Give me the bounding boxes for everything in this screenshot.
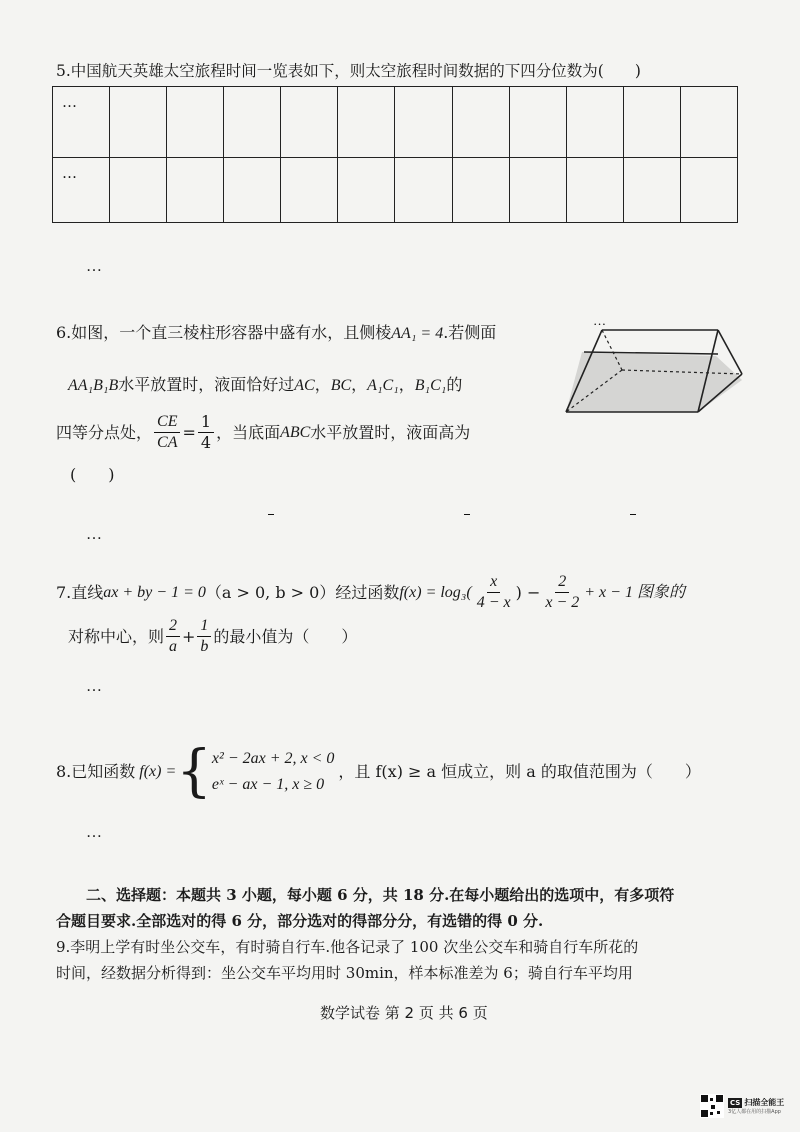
frac-numerator: 1 [198, 412, 214, 433]
table-cell [680, 158, 737, 223]
q6-line1: 6.如图，一个直三棱柱形容器中盛有水，且侧棱AA₁ = 4.若侧面 [56, 323, 497, 342]
frac-denominator: CA [157, 434, 178, 451]
q6-option-b [258, 514, 276, 515]
table-cell [509, 158, 566, 223]
piece-case-1: x² − 2ax + 2, x < 0 [211, 750, 335, 767]
q6-option-a: … [86, 526, 102, 543]
section2-line1: 二、选择题：本题共 3 小题，每小题 6 分，共 18 分.在每小题给出的选项中，有多项符 [86, 886, 675, 904]
table-cell [110, 158, 167, 223]
q6-paren: ( ) [70, 465, 115, 484]
table-header-cell [509, 87, 566, 158]
page-footer: 数学试卷 第 2 页 共 6 页 [320, 1004, 488, 1022]
table-cell [566, 158, 623, 223]
q5-stem: 5.中国航天英雄太空旅程时间一览表如下，则太空旅程时间数据的下四分位数为( ) [56, 62, 641, 80]
scanner-badge [700, 1086, 796, 1126]
table-cell [623, 158, 680, 223]
q7-option-a: … [86, 678, 102, 695]
table-header-cell [167, 87, 224, 158]
piecewise-brace: { [176, 739, 212, 804]
table-header-cell [110, 87, 167, 158]
cs-logo: CS [730, 1098, 741, 1107]
q8-option-a: … [86, 824, 102, 841]
table-header-cell [680, 87, 737, 158]
q5-table [52, 86, 738, 223]
qr-code-icon [700, 1094, 724, 1118]
badge-sub: 3亿人都在用的扫描App [728, 1109, 781, 1115]
q9-line2: 时间，经数据分析得到：坐公交车平均用时 30min，样本标准差为 6；骑自行车平均用 [56, 964, 633, 982]
table-header-cell [452, 87, 509, 158]
q6-option-c [454, 514, 472, 515]
table-header-cell: … [53, 87, 110, 158]
table-header-cell [566, 87, 623, 158]
table-header-cell [338, 87, 395, 158]
q6-option-d [620, 514, 638, 515]
table-cell [452, 158, 509, 223]
q9-line1: 9.李明上学有时坐公交车，有时骑自行车.他各记录了 100 次坐公交车和骑自行车所花的 [56, 938, 639, 956]
label-c: … [594, 313, 606, 328]
badge-title: 扫描全能王 [744, 1098, 785, 1107]
table-row [53, 87, 738, 158]
table-header-cell [224, 87, 281, 158]
table-cell [281, 158, 338, 223]
section2-line2: 合题目要求.全部选对的得 6 分，部分选对的得部分分，有选错的得 0 分. [56, 912, 544, 930]
table-cell [395, 158, 452, 223]
prism-figure [558, 312, 758, 432]
table-header-cell [623, 87, 680, 158]
piece-case-2: eˣ − ax − 1, x ≥ 0 [211, 776, 325, 793]
table-cell [338, 158, 395, 223]
water-region [566, 352, 742, 412]
q6-line2: AA₁B₁B水平放置时，液面恰好过AC，BC，A₁C₁，B₁C₁的 [68, 375, 463, 394]
table-header-cell [395, 87, 452, 158]
table-header-cell [281, 87, 338, 158]
q5-option-a: … [86, 258, 102, 275]
q7-line2: 对称中心，则 $\frac{2}{a}$ + $\frac{1}{b}$ 的最小值为（ ） [68, 617, 358, 655]
table-row [53, 158, 738, 223]
q7-line1: 7.直线 ax + by − 1 = 0 （a > 0, b > 0）经过函数 f(x) = log₃( $\frac{x}{4 - x}$ ) − $\frac{2}{x - 2}$ + x − 1 图象的 [56, 573, 685, 611]
q8-line: 8.已知函数 f(x) = { x² − 2ax + 2, x < 0 eˣ − ax − 1, x ≥ 0 ，且 f(x) ≥ a 恒成立，则 a 的取值范围为（ ） [56, 739, 701, 804]
q6-line3: 四等分点处， $\frac{CE}{CA}$ = $\frac{1}{4}$ ，当底面 ABC 水平放置时，液面高为 [56, 412, 471, 452]
frac-denominator: 4 [200, 433, 212, 452]
table-cell: … [53, 158, 110, 223]
table-cell [224, 158, 281, 223]
frac-numerator: CE [154, 412, 180, 433]
table-cell [167, 158, 224, 223]
